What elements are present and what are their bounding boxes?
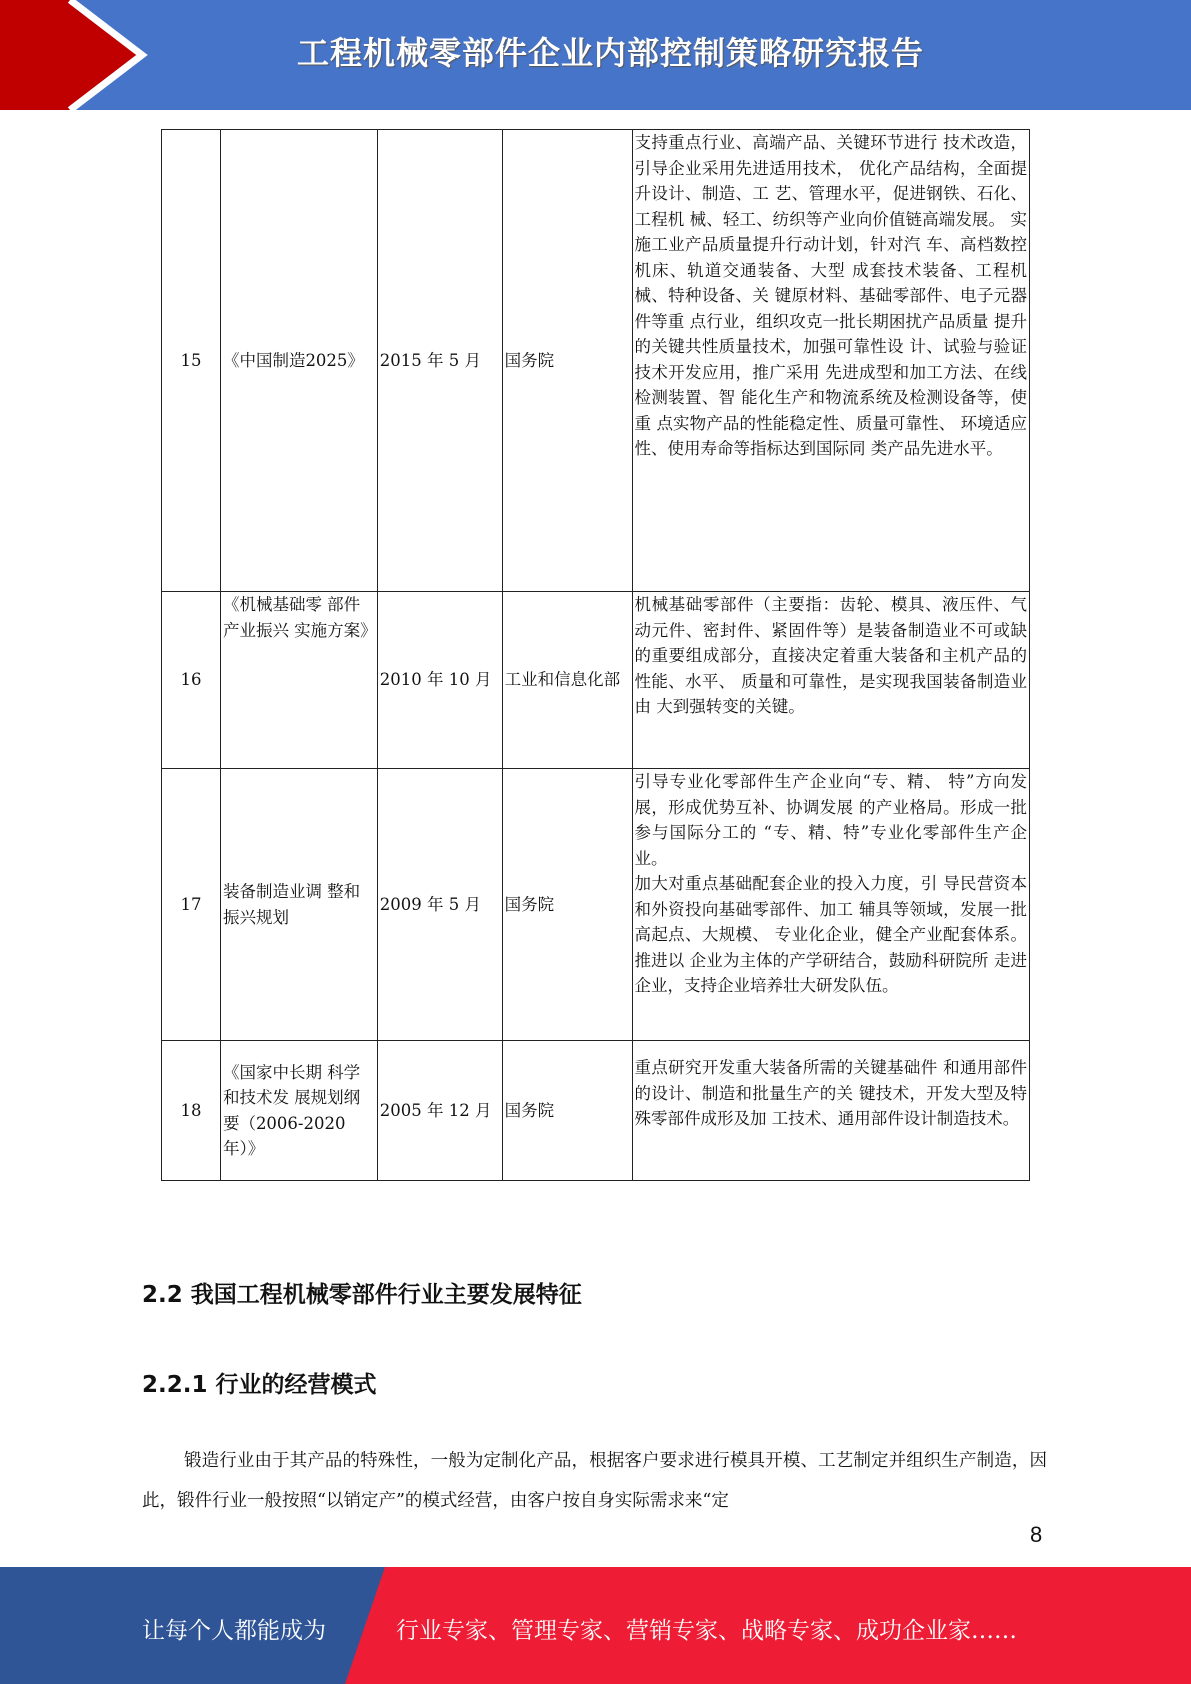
policy-issuer: 国务院 bbox=[502, 769, 632, 1041]
description-paragraph: 加大对重点基础配套企业的投入力度，引 导民营资本和外资投向基础零部件、加工 辅具等领域，发展一批高起点、大规模、 专业化企业，健全产业配套体系。推进以 企业为主体的产学研结合，鼓励科研院所 走进企业，支持企业培养壮大研发队伍。 bbox=[634, 874, 1027, 995]
policy-description bbox=[632, 769, 1030, 1041]
policy-issuer: 国务院 bbox=[502, 130, 632, 592]
row-number: 16 bbox=[162, 592, 221, 769]
body-paragraph: 锻造行业由于其产品的特殊性，一般为定制化产品，根据客户要求进行模具开模、工艺制定并组织生产制造，因此，锻件行业一般按照“以销定产”的模式经营，由客户按自身实际需求来“定 bbox=[142, 1451, 1047, 1511]
footer-slogan-left: 让每个人都能成为 bbox=[142, 1618, 326, 1644]
table-row bbox=[162, 592, 1030, 769]
policy-description: 支持重点行业、高端产品、关键环节进行 技术改造，引导企业采用先进适用技术， 优化产品结构，全面提升设计、制造、工 艺、管理水平，促进钢铁、石化、工程机 械、轻工、纺织等产业向价值链高端发展。 实施工业产品质量提升行动计划，针对汽 车、高档数控机床、轨道交通装备、大型 成套技术装备、工程机械、特种设备、关 键原材料、基础零部件、电子元器件等重 点行业，组织攻克一批长期困扰产品质量 提升的关键共性质量技术，加强可靠性设 计、试验与验证技术开发应用，推广采用 先进成型和加工方法、在线检测装置、智 能化生产和物流系统及检测设备等，使重 点实物产品的性能稳定性、质量可靠性、 环境适应性、使用寿命等指标达到国际同 类产品先进水平。 bbox=[632, 130, 1030, 592]
page-header bbox=[0, 0, 1191, 110]
document-title: 工程机械零部件企业内部控制策略研究报告 bbox=[296, 34, 924, 72]
policy-date: 2015 年 5 月 bbox=[377, 130, 502, 592]
policy-name: 装备制造业调 整和振兴规划 bbox=[220, 769, 377, 1041]
row-number: 17 bbox=[162, 769, 221, 1041]
row-number: 15 bbox=[162, 130, 221, 592]
section-heading: 2.2 我国工程机械零部件行业主要发展特征 bbox=[142, 1282, 582, 1308]
page-footer bbox=[0, 1567, 1191, 1684]
policy-date: 2010 年 10 月 bbox=[377, 592, 502, 769]
policy-name: 《国家中长期 科学和技术发 展规划纲要（2006-2020年）》 bbox=[220, 1041, 377, 1181]
policy-name: 《机械基础零 部件产业振兴 实施方案》 bbox=[220, 592, 377, 769]
policy-table bbox=[161, 129, 1030, 1181]
page-number: 8 bbox=[1030, 1522, 1043, 1547]
policy-issuer: 国务院 bbox=[502, 1041, 632, 1181]
table-row bbox=[162, 1041, 1030, 1181]
policy-description: 机械基础零部件（主要指：齿轮、模具、液压件、气动元件、密封件、紧固件等）是装备制造业不可或缺的重要组成部分，直接决定着重大装备和主机产品的性能、水平、 质量和可靠性，是实现我国装备制造业由 大到强转变的关键。 bbox=[632, 592, 1030, 769]
subsection-heading: 2.2.1 行业的经营模式 bbox=[142, 1372, 377, 1398]
policy-name: 《中国制造2025》 bbox=[220, 130, 377, 592]
table-row bbox=[162, 769, 1030, 1041]
description-paragraph: 引导专业化零部件生产企业向“专、精、 特”方向发展，形成优势互补、协调发展 的产业格局。形成一批参与国际分工的 “专、精、特”专业化零部件生产企业。 bbox=[634, 772, 1027, 868]
policy-date: 2005 年 12 月 bbox=[377, 1041, 502, 1181]
policy-issuer: 工业和信息化部 bbox=[502, 592, 632, 769]
row-number: 18 bbox=[162, 1041, 221, 1181]
policy-description: 重点研究开发重大装备所需的关键基础件 和通用部件的设计、制造和批量生产的关 键技术，开发大型及特殊零部件成形及加 工技术、通用部件设计制造技术。 bbox=[632, 1041, 1030, 1181]
policy-date: 2009 年 5 月 bbox=[377, 769, 502, 1041]
table-row bbox=[162, 130, 1030, 592]
footer-slogan-right: 行业专家、管理专家、营销专家、战略专家、成功企业家…… bbox=[396, 1618, 1017, 1644]
